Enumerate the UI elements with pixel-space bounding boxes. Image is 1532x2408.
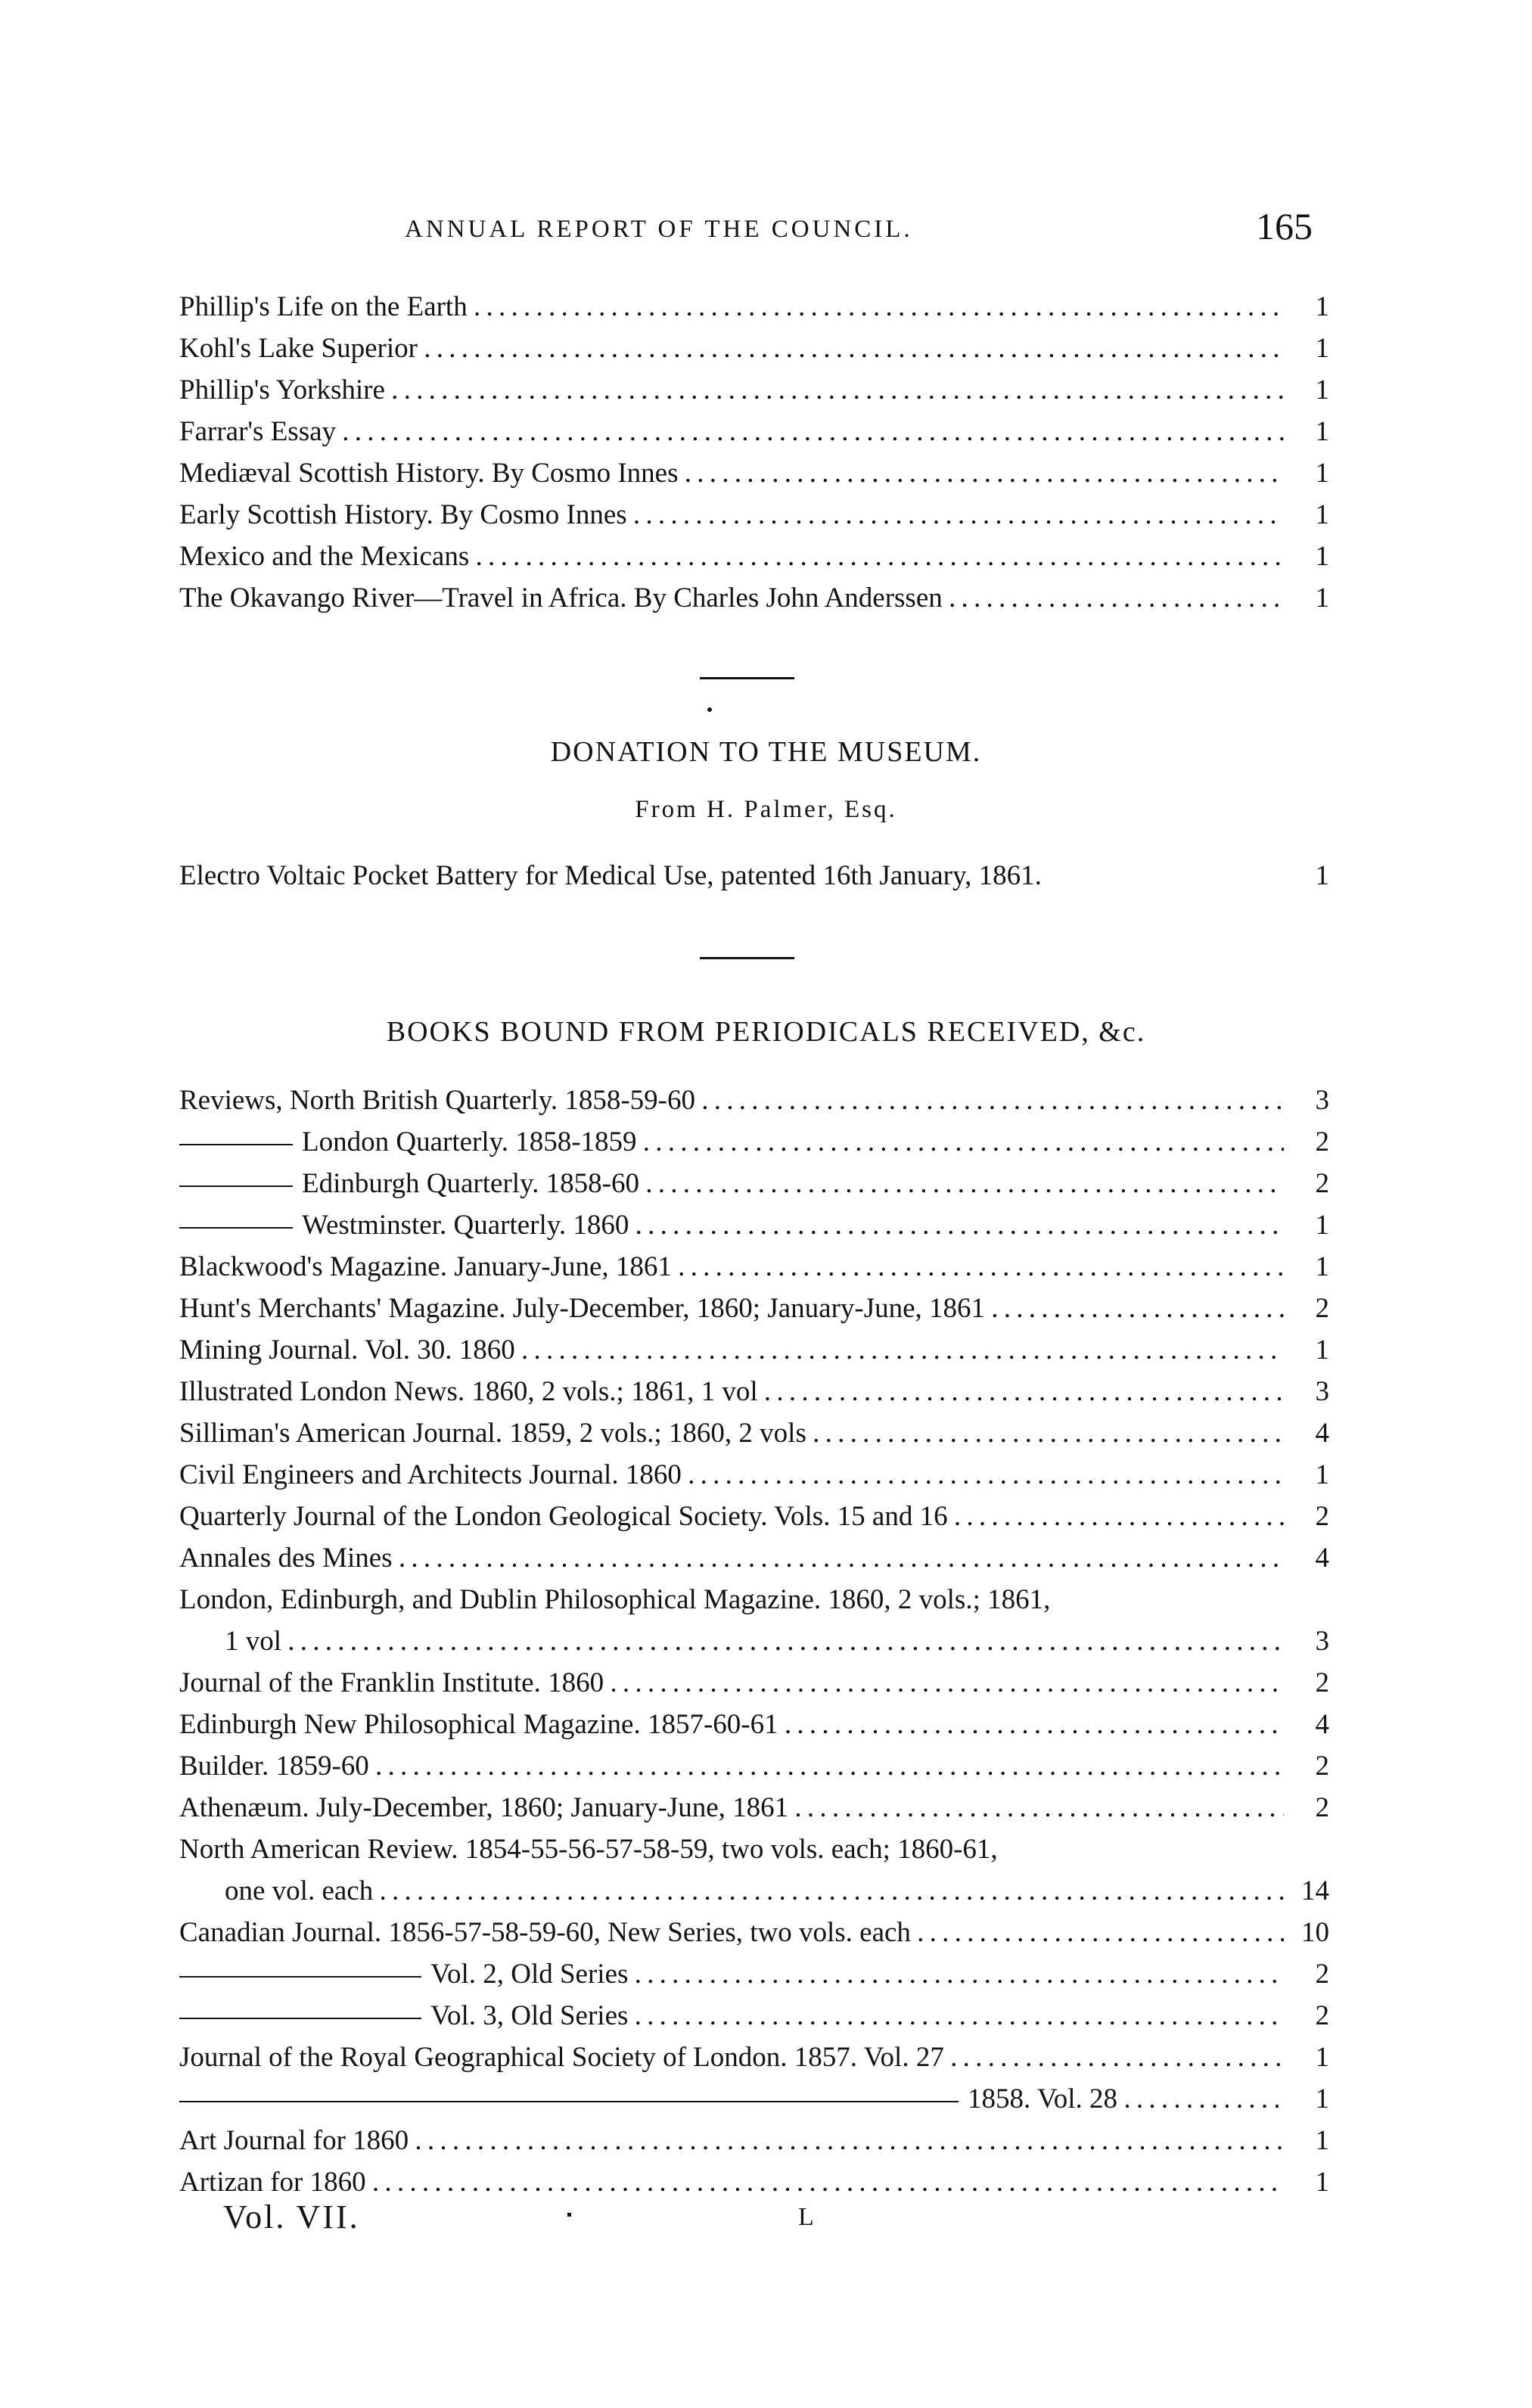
- list-item-label: London, Edinburgh, and Dublin Philosophical Magazine. 1860, 2 vols.; 1861,: [179, 1584, 1051, 1615]
- list-item-count: 1: [1315, 374, 1329, 405]
- list-item-text: [179, 1953, 1284, 1995]
- list-item-label: Journal of the Franklin Institute. 1860: [179, 1667, 604, 1698]
- list-item-text: [179, 1995, 1284, 2037]
- list-item: [179, 1620, 1329, 1662]
- list-item: [179, 1412, 1329, 1454]
- list-item: [179, 1329, 1329, 1371]
- list-item-label: Quarterly Journal of the London Geological Society. Vols. 15 and 16: [179, 1501, 948, 1532]
- list-item: [179, 1995, 1329, 2037]
- list-item-label: Mining Journal. Vol. 30. 1860: [179, 1334, 515, 1366]
- list-item-text: [179, 2037, 1284, 2078]
- page-number: 165: [1256, 205, 1313, 247]
- list-item-text: [179, 1454, 1284, 1496]
- list-item-label: Edinburgh Quarterly. 1858-60: [302, 1168, 639, 1199]
- ditto-dash: [179, 2101, 959, 2102]
- list-item: [179, 1537, 1329, 1579]
- list-item-label: 1858. Vol. 28: [968, 2083, 1118, 2114]
- list-item: [179, 494, 1329, 536]
- list-item-text: [179, 286, 1284, 328]
- list-item-count: 2: [1315, 1501, 1329, 1532]
- list-item: [179, 328, 1329, 369]
- list-item-label: one vol. each: [225, 1875, 374, 1906]
- list-item-text: [179, 536, 1284, 577]
- list-item-text: [179, 1204, 1284, 1246]
- list-item-label: Westminster. Quarterly. 1860: [302, 1210, 629, 1241]
- list-item-count: 2: [1315, 1126, 1329, 1157]
- list-item-label: Blackwood's Magazine. January-June, 1861: [179, 1251, 672, 1282]
- list-item-label: Art Journal for 1860: [179, 2125, 409, 2156]
- list-item-label: Annales des Mines: [179, 1543, 393, 1574]
- museum-heading: DONATION TO THE MUSEUM.: [550, 736, 982, 768]
- ornament-dot: [707, 707, 712, 712]
- list-item: [179, 2078, 1329, 2120]
- list-item: [179, 1080, 1329, 1121]
- list-item-text: [179, 1329, 1284, 1371]
- list-item-text: [179, 1579, 1284, 1620]
- list-item-count: 4: [1315, 1543, 1329, 1574]
- section-rule: [700, 677, 794, 679]
- museum-item-text: Electro Voltaic Pocket Battery for Medical Use, patented 16th January, 1861.: [179, 860, 1042, 891]
- list-item-label: Mediæval Scottish History. By Cosmo Innes: [179, 458, 679, 489]
- list-item-label: Edinburgh New Philosophical Magazine. 1857-60-61: [179, 1709, 778, 1740]
- list-item-label: Vol. 2, Old Series: [430, 1959, 629, 1990]
- list-item-text: [179, 2120, 1284, 2161]
- list-item-count: 1: [1315, 1334, 1329, 1366]
- list-item-label: North American Review. 1854-55-56-57-58-59, two vols. each; 1860-61,: [179, 1834, 998, 1865]
- list-item-text: [179, 328, 1284, 369]
- list-item-label: Vol. 3, Old Series: [430, 2000, 629, 2031]
- list-item-text: [179, 1662, 1284, 1704]
- list-item-label: Journal of the Royal Geographical Society of London. 1857. Vol. 27: [179, 2042, 944, 2073]
- list-item-label: Canadian Journal. 1856-57-58-59-60, New Series, two vols. each: [179, 1917, 911, 1948]
- list-item-label: Early Scottish History. By Cosmo Innes: [179, 499, 627, 530]
- museum-item: [179, 855, 1329, 896]
- list-item-text: [179, 1496, 1284, 1537]
- list-item-count: 1: [1315, 2042, 1329, 2073]
- list-item: [179, 369, 1329, 411]
- list-item-text: [179, 1121, 1284, 1163]
- list-item-count: 1: [1315, 458, 1329, 489]
- list-item-text: [179, 2078, 1284, 2120]
- list-item-count: 2: [1315, 1293, 1329, 1324]
- list-item: [179, 411, 1329, 452]
- list-item-label: Athenæum. July-December, 1860; January-June, 1861: [179, 1792, 789, 1823]
- list-item-count: 2: [1315, 1751, 1329, 1782]
- list-item-count: 1: [1315, 333, 1329, 364]
- list-item-count: 1: [1315, 499, 1329, 530]
- list-item-count: 4: [1315, 1418, 1329, 1449]
- list-item: [179, 1787, 1329, 1829]
- list-item-label: Kohl's Lake Superior: [179, 333, 418, 364]
- museum-item-count: 1: [1315, 860, 1329, 891]
- list-item: [179, 1246, 1329, 1288]
- list-item-text: [179, 1787, 1284, 1829]
- list-item-text: [179, 1412, 1284, 1454]
- list-item-text: [179, 1537, 1284, 1579]
- list-item-count: 10: [1301, 1917, 1329, 1948]
- list-item-label: Builder. 1859-60: [179, 1751, 369, 1782]
- running-head: ANNUAL REPORT OF THE COUNCIL.: [405, 216, 913, 243]
- list-item-text: [179, 1080, 1284, 1121]
- list-item-count: 1: [1315, 583, 1329, 614]
- books-list: [179, 286, 1329, 619]
- list-item-text: [179, 494, 1284, 536]
- list-item-text: [179, 1829, 1284, 1870]
- list-item-text: [179, 577, 1284, 619]
- list-item-count: 1: [1315, 2167, 1329, 2198]
- list-item: [179, 452, 1329, 494]
- list-item-text: [179, 1163, 1284, 1204]
- list-item: [179, 2120, 1329, 2161]
- footer-mark: [567, 2213, 571, 2217]
- list-item: [179, 1579, 1329, 1620]
- ditto-dash: [179, 1976, 421, 1978]
- list-item: [179, 1953, 1329, 1995]
- list-item-label: The Okavango River—Travel in Africa. By Charles John Anderssen: [179, 583, 943, 614]
- list-item-count: 1: [1315, 1459, 1329, 1490]
- list-item: [179, 286, 1329, 328]
- list-item-text: [179, 1288, 1284, 1329]
- list-item-count: 1: [1315, 291, 1329, 322]
- list-item-count: 3: [1315, 1376, 1329, 1407]
- list-item-count: 2: [1315, 1667, 1329, 1698]
- list-item: [179, 1829, 1329, 1870]
- list-item-count: 3: [1315, 1626, 1329, 1657]
- list-item: [179, 1745, 1329, 1787]
- list-item-label: 1 vol: [225, 1626, 282, 1657]
- list-item: [179, 1288, 1329, 1329]
- list-item-count: 1: [1315, 1251, 1329, 1282]
- list-item-text: [179, 369, 1284, 411]
- list-item-count: 4: [1315, 1709, 1329, 1740]
- ditto-dash: [179, 2018, 421, 2019]
- list-item-label: Farrar's Essay: [179, 416, 337, 447]
- list-item: [179, 1121, 1329, 1163]
- list-item-text: [179, 1246, 1284, 1288]
- list-item-count: 2: [1315, 2000, 1329, 2031]
- list-item-text: [179, 1870, 1284, 1912]
- list-item-count: 1: [1315, 2083, 1329, 2114]
- list-item-label: Mexico and the Mexicans: [179, 541, 470, 572]
- list-item-text: [179, 452, 1284, 494]
- list-item-count: 1: [1315, 541, 1329, 572]
- footer-volume: Vol. VII.: [223, 2198, 360, 2236]
- ditto-dash: [179, 1227, 293, 1229]
- list-item-label: Phillip's Life on the Earth: [179, 291, 468, 322]
- periodicals-heading: BOOKS BOUND FROM PERIODICALS RECEIVED, &c.: [386, 1016, 1146, 1048]
- ditto-dash: [179, 1144, 293, 1145]
- list-item-count: 2: [1315, 1168, 1329, 1199]
- list-item-label: Civil Engineers and Architects Journal. 1860: [179, 1459, 682, 1490]
- list-item: [179, 2161, 1329, 2203]
- list-item: [179, 1454, 1329, 1496]
- list-item-label: Illustrated London News. 1860, 2 vols.; 1861, 1 vol: [179, 1376, 758, 1407]
- list-item-label: Silliman's American Journal. 1859, 2 vols.; 1860, 2 vols: [179, 1418, 806, 1449]
- footer-signature: L: [798, 2203, 814, 2231]
- list-item-label: Phillip's Yorkshire: [179, 374, 385, 405]
- list-item-count: 1: [1315, 2125, 1329, 2156]
- list-item-text: [179, 1912, 1284, 1953]
- list-item-text: [179, 1620, 1284, 1662]
- periodicals-list: [179, 1080, 1329, 2203]
- list-item-label: Artizan for 1860: [179, 2167, 366, 2198]
- list-item-text: [179, 1704, 1284, 1745]
- list-item: [179, 536, 1329, 577]
- list-item: [179, 1912, 1329, 1953]
- list-item-label: Hunt's Merchants' Magazine. July-December, 1860; January-June, 1861: [179, 1293, 986, 1324]
- ditto-dash: [179, 1185, 293, 1187]
- list-item: [179, 1704, 1329, 1745]
- list-item-label: Reviews, North British Quarterly. 1858-59-60: [179, 1085, 695, 1116]
- list-item: [179, 1870, 1329, 1912]
- list-item-text: [179, 1745, 1284, 1787]
- list-item: [179, 1371, 1329, 1412]
- list-item-count: 1: [1315, 416, 1329, 447]
- list-item-text: [179, 1371, 1284, 1412]
- section-rule: [700, 957, 794, 959]
- list-item-count: 3: [1315, 1085, 1329, 1116]
- museum-donor: From H. Palmer, Esq.: [635, 796, 897, 823]
- list-item: [179, 1204, 1329, 1246]
- list-item-count: 2: [1315, 1959, 1329, 1990]
- list-item-text: [179, 2161, 1284, 2203]
- list-item-label: London Quarterly. 1858-1859: [302, 1126, 637, 1157]
- list-item-text: [179, 411, 1284, 452]
- list-item-count: 1: [1315, 1210, 1329, 1241]
- list-item-count: 2: [1315, 1792, 1329, 1823]
- list-item: [179, 1163, 1329, 1204]
- list-item: [179, 1662, 1329, 1704]
- list-item: [179, 1496, 1329, 1537]
- list-item-count: 14: [1301, 1875, 1329, 1906]
- list-item: [179, 577, 1329, 619]
- list-item: [179, 2037, 1329, 2078]
